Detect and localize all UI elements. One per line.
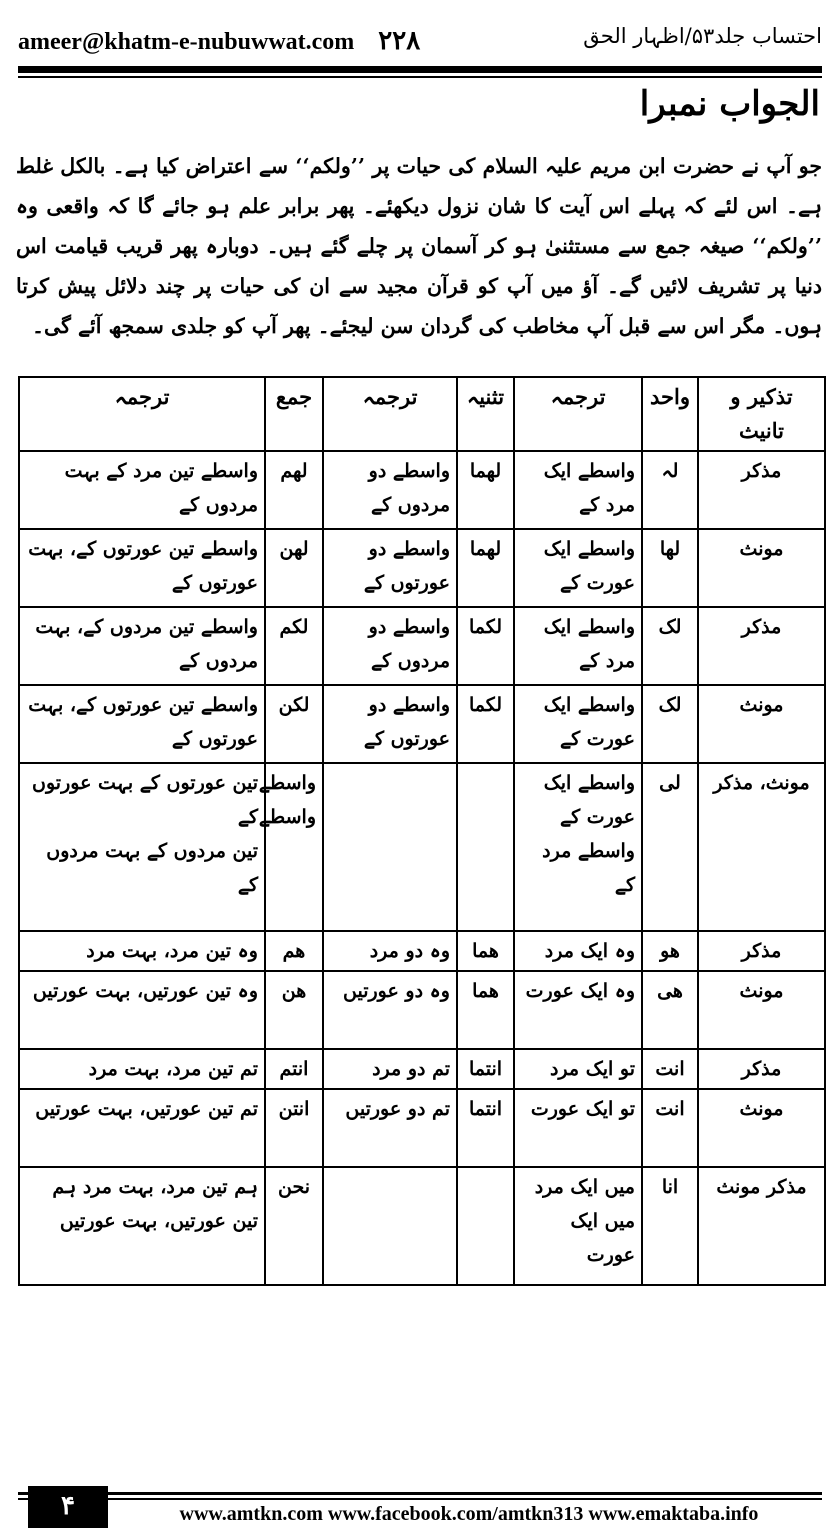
table-cell: انت [642,1049,698,1089]
table-cell: واسطے ایک عورت کے [514,529,642,607]
table-cell: واسطے ایک عورت کے واسطے مرد کے [514,763,642,931]
table-row [19,971,825,1049]
page-footer [18,1490,822,1526]
table-cell: وہ تین مرد، بہت مرد [19,931,265,971]
table-header-cell: واحد [642,377,698,451]
table-cell: تین عورتوں کے بہت عورتوں کے تین مردوں کے بہت مردوں کے [19,763,265,931]
page-number: ۲۲۸ [378,26,421,55]
table-cell: واسطے تین مردوں کے، بہت مردوں کے [19,607,265,685]
table-cell: واسطے تین مرد کے بہت مردوں کے [19,451,265,529]
footer-links[interactable]: www.amtkn.com www.facebook.com/amtkn313 www.emaktaba.info [179,1503,759,1525]
table-cell: مونث [698,971,825,1049]
table-cell: تم تین مرد، بہت مرد [19,1049,265,1089]
table-cell: واسطے دو مردوں کے [323,607,457,685]
table-cell: مونث [698,1089,825,1167]
table-cell: واسطے دو عورتوں کے [323,529,457,607]
page-header [18,18,822,58]
table-cell: انتن [265,1089,323,1167]
table-cell: انتما [457,1089,514,1167]
table-cell: ھما [457,931,514,971]
table-cell: لھا [642,529,698,607]
table-cell: انت [642,1089,698,1167]
table-cell: ھی [642,971,698,1049]
table-cell: تم تین عورتیں، بہت عورتیں [19,1089,265,1167]
table-cell: مذکر [698,607,825,685]
table-cell: واسطے تین عورتوں کے، بہت عورتوں کے [19,529,265,607]
table-cell: واسطے ایک عورت کے [514,685,642,763]
table-row [19,1167,825,1285]
table-row [19,607,825,685]
table-cell: لہ [642,451,698,529]
conjugation-table [18,376,826,1286]
table-cell: لکما [457,685,514,763]
table-cell: لھن [265,529,323,607]
table-cell: مونث، مذکر [698,763,825,931]
table-cell: وہ ایک مرد [514,931,642,971]
table-row [19,1049,825,1089]
table-cell: لکما [457,607,514,685]
table-row [19,931,825,971]
table-cell: لکم [265,607,323,685]
table-cell: مذکر [698,931,825,971]
table-header-row [19,377,825,451]
table-cell: وہ دو عورتیں [323,971,457,1049]
footer-rule [18,1498,822,1500]
volume-number: ۴ [28,1486,108,1528]
table-cell: واسطے دو مردوں کے [323,451,457,529]
table-cell: واسطے تین عورتوں کے، بہت عورتوں کے [19,685,265,763]
table-header-cell: تثنیہ [457,377,514,451]
table-row [19,529,825,607]
table-cell: مونث [698,685,825,763]
table-header-cell: تذکیر و تانیث [698,377,825,451]
table-cell: ھو [642,931,698,971]
table-cell [457,763,514,931]
table-cell: انتم [265,1049,323,1089]
table-header-cell: ترجمہ [19,377,265,451]
section-heading: الجواب نمبرا [639,84,820,124]
table-cell [323,763,457,931]
table-header-cell: جمع [265,377,323,451]
header-rule-thin [18,76,822,78]
table-cell [457,1167,514,1285]
table-cell: لک [642,685,698,763]
table-cell: واسطے دو عورتوں کے [323,685,457,763]
table-cell: لھم [265,451,323,529]
table-cell: لھما [457,529,514,607]
table-cell: مذکر [698,451,825,529]
table-cell: ہم تین مرد، بہت مرد ہم تین عورتیں، بہت عورتیں [19,1167,265,1285]
table-cell: تو ایک عورت [514,1089,642,1167]
table-cell: لک [642,607,698,685]
table-cell: واسطے ایک مرد کے [514,607,642,685]
table-row [19,763,825,931]
table-cell: تو ایک مرد [514,1049,642,1089]
table-cell: ھن [265,971,323,1049]
footer-rule [18,1492,822,1495]
header-left [18,26,420,56]
header-rule-thick [18,66,822,73]
table-cell [323,1167,457,1285]
table-cell: وہ ایک عورت [514,971,642,1049]
table-row [19,1089,825,1167]
table-cell: ھم [265,931,323,971]
table-cell: تم دو عورتیں [323,1089,457,1167]
table-cell: لی [642,763,698,931]
table-cell: لکن [265,685,323,763]
table-cell: میں ایک مرد میں ایک عورت [514,1167,642,1285]
table-cell: وہ تین عورتیں، بہت عورتیں [19,971,265,1049]
table-cell: انتما [457,1049,514,1089]
table-row [19,685,825,763]
header-email[interactable]: ameer@khatm-e-nubuwwat.com [18,29,355,55]
table-header-cell: ترجمہ [514,377,642,451]
table-cell: واسطے واسطے [265,763,323,931]
table-cell: نحن [265,1167,323,1285]
table-row [19,451,825,529]
book-title: احتساب جلد۵۳/اظہار الحق [583,24,822,48]
table-cell: مذکر مونث [698,1167,825,1285]
body-paragraph: جو آپ نے حضرت ابن مریم علیہ السلام کی حیات پر ’’ولکم‘‘ سے اعتراض کیا ہے۔ بالکل غلط ہے۔ اس لئے کہ پہلے اس آیت کا شان نزول دیکھئے۔ پھر برابر علم ہو جائے گا کہ واقعی وہ ’’ولکم‘‘ صیغہ جمع سے مستثنیٰ ہو کر آسمان پر چلے گئے ہیں۔ دوبارہ پھر قریب قیامت اس دنیا پر تشریف لائیں گے۔ آؤ میں آپ کو قرآن مجید سے ان کی حیات پر چند دلائل پیش کرتا ہوں۔ مگر اس سے قبل آپ مخاطب کی گردان سن لیجئے۔ پھر آپ کو جلدی سمجھ آئے گی۔ [16,154,822,338]
table-cell: انا [642,1167,698,1285]
table-cell: ھما [457,971,514,1049]
table-cell: مونث [698,529,825,607]
table-cell: واسطے ایک مرد کے [514,451,642,529]
table-cell: لھما [457,451,514,529]
table-header-cell: ترجمہ [323,377,457,451]
table-cell: تم دو مرد [323,1049,457,1089]
table-cell: وہ دو مرد [323,931,457,971]
table-cell: مذکر [698,1049,825,1089]
